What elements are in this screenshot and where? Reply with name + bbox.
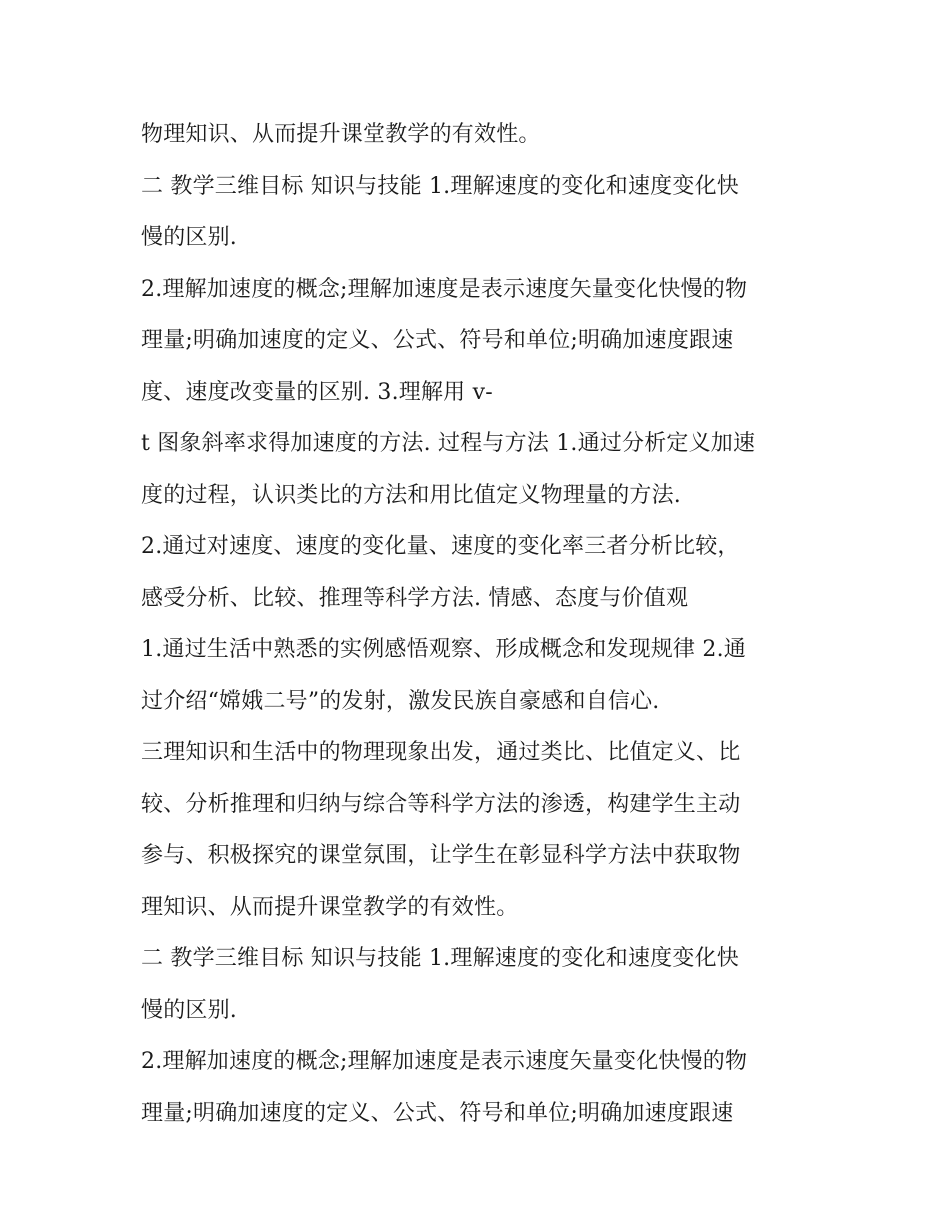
text-line: t 图象斜率求得加速度的方法. 过程与方法 1.通过分析定义加速 — [141, 431, 756, 456]
text-line: 过介绍“嫦娥二号”的发射，激发民族自豪感和自信心. — [141, 688, 660, 714]
text-line: 2.理解加速度的概念;理解加速度是表示速度矢量变化快慢的物 — [141, 1049, 748, 1074]
text-line: 理量;明确加速度的定义、公式、符号和单位;明确加速度跟速 — [141, 1100, 734, 1126]
text-line: 理量;明确加速度的定义、公式、符号和单位;明确加速度跟速 — [141, 328, 734, 353]
text-line: 度、速度改变量的区别. 3.理解用 v- — [141, 379, 493, 405]
text-line: 物理知识、从而提升课堂教学的有效性。 — [141, 122, 541, 147]
text-line: 慢的区别. — [141, 225, 237, 250]
document-text — [141, 109, 841, 1139]
text-line: 二 教学三维目标 知识与技能 1.理解速度的变化和速度变化快 — [141, 173, 739, 199]
text-line: 参与、积极探究的课堂氛围，让学生在彰显科学方法中获取物 — [141, 843, 741, 868]
text-line: 二 教学三维目标 知识与技能 1.理解速度的变化和速度变化快 — [141, 946, 739, 971]
text-line: 三理知识和生活中的物理现象出发，通过类比、比值定义、比 — [141, 740, 741, 765]
text-line: 理知识、从而提升课堂教学的有效性。 — [141, 894, 519, 920]
text-line: 2.通过对速度、速度的变化量、速度的变化率三者分析比较， — [141, 534, 740, 559]
text-line: 较、分析推理和归纳与综合等科学方法的渗透，构建学生主动 — [141, 791, 741, 817]
text-line: 度的过程，认识类比的方法和用比值定义物理量的方法. — [141, 482, 681, 508]
text-line: 感受分析、比较、推理等科学方法. 情感、态度与价值观 — [141, 585, 689, 611]
text-line: 2.理解加速度的概念;理解加速度是表示速度矢量变化快慢的物 — [141, 276, 748, 302]
text-line: 慢的区别. — [141, 997, 237, 1023]
text-line: 1.通过生活中熟悉的实例感悟观察、形成概念和发现规律 2.通 — [141, 637, 746, 662]
